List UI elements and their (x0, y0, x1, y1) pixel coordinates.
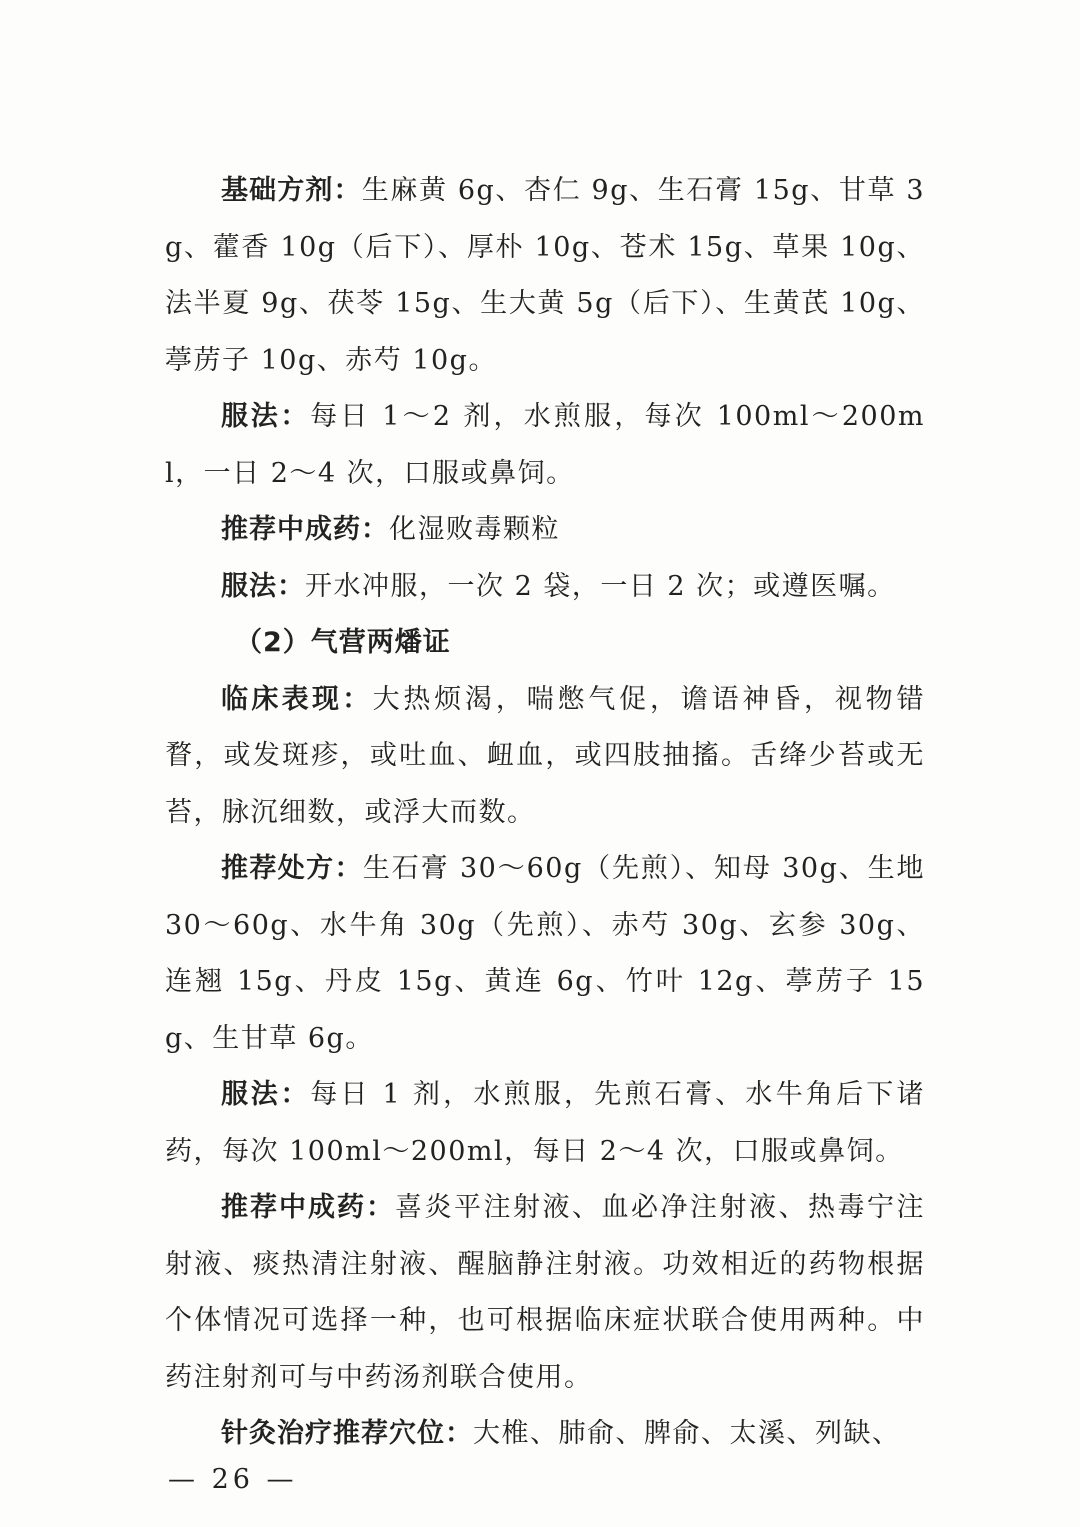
paragraph-label: 推荐中成药： (221, 514, 389, 545)
paragraph-text: 大热烦渴，喘憋气促，谵语神昏，视物错瞀，或发斑疹，或吐血、衄血，或四肢抽搐。舌绛少苔或无苔，脉沉细数，或浮大而数。 (165, 683, 926, 828)
paragraph-recommended-medicine (165, 502, 925, 559)
section-heading: （2）气营两燔证 (235, 627, 451, 658)
paragraph-text: 开水冲服，一次 2 袋，一日 2 次；或遵医嘱。 (305, 570, 896, 602)
paragraph-label: 服法： (221, 570, 305, 602)
paragraph-text: 大椎、肺俞、脾俞、太溪、列缺、 (473, 1418, 901, 1449)
paragraph-clinical-manifestation (165, 672, 925, 842)
paragraph-recommended-prescription (165, 841, 925, 1067)
paragraph-text: 喜炎平注射液、血必净注射液、热毒宁注射液、痰热清注射液、醒脑静注射液。功效相近的药物根据个体情况可选择一种，也可根据临床症状联合使用两种。中药注射剂可与中药汤剂联合使用。 (165, 1192, 925, 1393)
paragraph-usage-3 (165, 1067, 925, 1180)
paragraph-label: 临床表现： (221, 683, 373, 715)
paragraph-label: 服法： (221, 401, 311, 432)
paragraph-text: 每日 1 剂，水煎服，先煎石膏、水牛角后下诸药，每次 100ml～200ml，每日 2～4 次，口服或鼻饲。 (165, 1079, 926, 1167)
paragraph-text: 生石膏 30～60g（先煎）、知母 30g、生地 30～60g、水牛角 30g（先煎）、赤芍 30g、玄参 30g、连翘 15g、丹皮 15g、黄连 6g、竹叶 12g、葶苈子 15g、生甘草 6g。 (165, 853, 925, 1054)
paragraph-acupuncture (165, 1406, 925, 1463)
paragraph-usage (165, 389, 925, 502)
paragraph-recommended-medicine-2 (165, 1180, 925, 1406)
page-content (165, 163, 925, 1463)
paragraph-label: 基础方剂： (221, 175, 362, 206)
paragraph-text: 每日 1～2 剂，水煎服，每次 100ml～200ml，一日 2～4 次，口服或鼻饲。 (165, 401, 926, 489)
paragraph-text: 生麻黄 6g、杏仁 9g、生石膏 15g、甘草 3g、藿香 10g（后下）、厚朴 10g、苍术 15g、草果 10g、法半夏 9g、茯苓 15g、生大黄 5g（后下）、生黄芪 10g、葶苈子 10g、赤芍 10g。 (165, 175, 925, 376)
paragraph-label: 针灸治疗推荐穴位： (221, 1418, 473, 1449)
paragraph-label: 服法： (221, 1079, 311, 1110)
paragraph-label: 推荐中成药： (221, 1192, 395, 1223)
paragraph-text: 化湿败毒颗粒 (389, 514, 560, 545)
paragraph-base-formula (165, 163, 925, 389)
paragraph-usage-2 (165, 559, 925, 616)
page-number: — 26 — (168, 1464, 298, 1495)
paragraph-label: 推荐处方： (221, 853, 363, 884)
